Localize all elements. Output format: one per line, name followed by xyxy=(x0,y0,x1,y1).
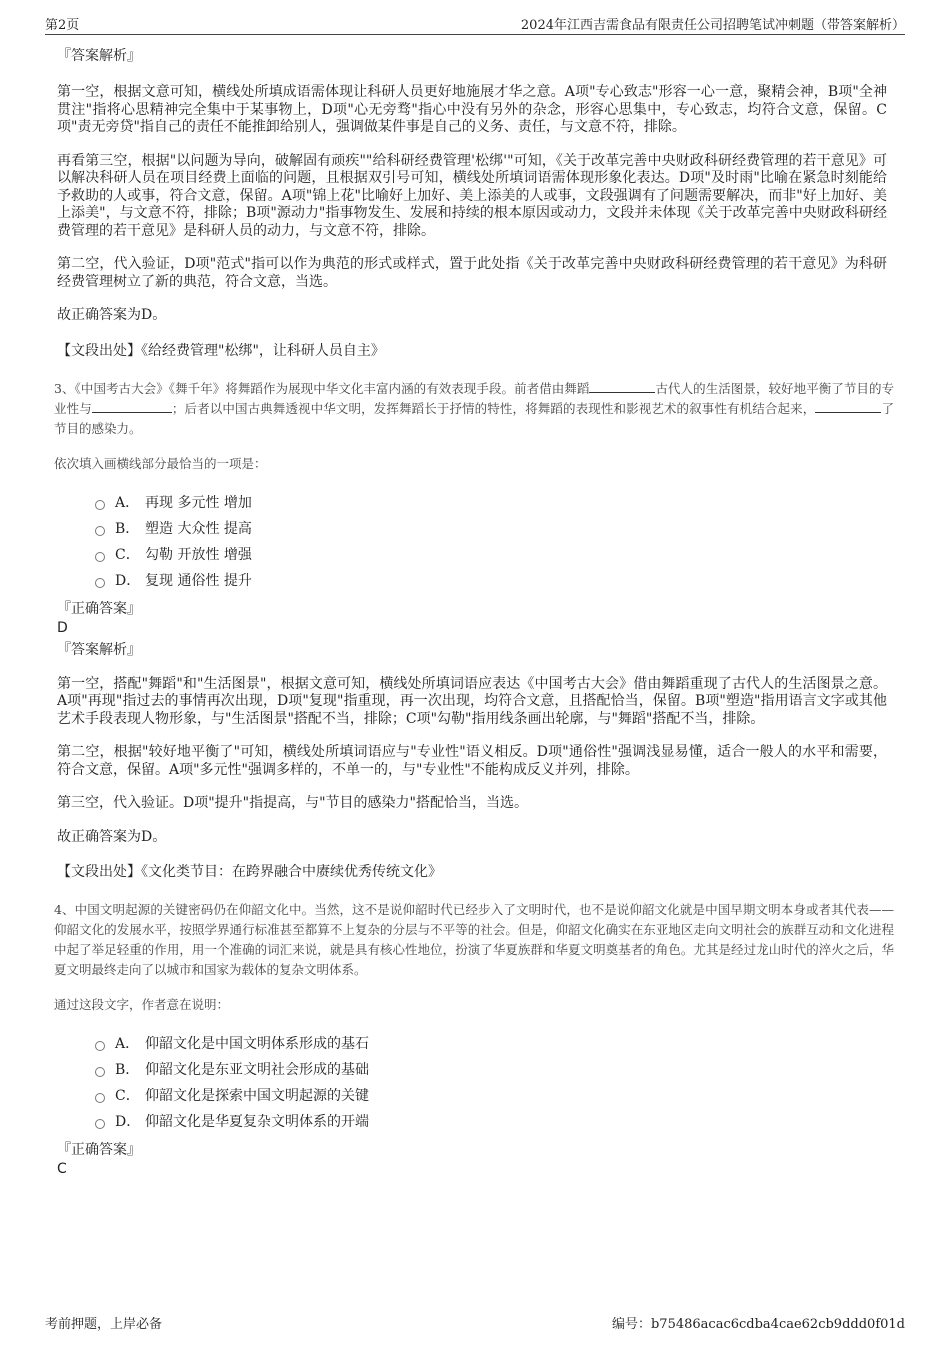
analysis-paragraph: 再看第三空，根据"以问题为导向，破解固有顽疾""给科研经费管理'松绑'"可知，《关于改革完善中央财政科研经费管理的若干意见》可以解决科研人员在项目经费上面临的问题，且根据双引号可知，横线处所填词语需体现形象化表达。D项"及时雨"比喻在紧急时刻能给予救助的人或事，符合文意，保留。A项"锦上花"比喻好上加好、美上添美的人或事，文段强调有了问题需要解决，而非"好上加好、美上添美"，与文意不符，排除；B项"源动力"指事物发生、发展和持续的根本原因或动力，文段并未体现《关于改革完善中央财政科研经费管理的若干意见》是科研人员的动力，与文意不符，排除。 xyxy=(57,152,887,239)
document-title: 2024年江西吉需食品有限责任公司招聘笔试冲刺题（带答案解析） xyxy=(520,18,905,33)
correct-answer-heading: 『正确答案』 xyxy=(57,1142,141,1158)
document-id: 编号：b75486acac6cdba4cae62cb9ddd0f01d xyxy=(611,1317,905,1332)
analysis-paragraph: 第二空，代入验证，D项"范式"指可以作为典范的形式或样式，置于此处指《关于改革完善中央财政科研经费管理的若干意见》为科研经费管理树立了新的典范，符合文意，当选。 xyxy=(57,256,887,290)
analysis-paragraph: 第一空，搭配"舞蹈"和"生活图景"，根据文意可知，横线处所填词语应表达《中国考古大会》借由舞蹈重现了古代人的生活图景之意。A项"再现"指过去的事情再次出现，D项"复现"指重现，再一次出现，均符合文意，且搭配恰当，保留。B项"塑造"指用语言文字或其他艺术手段表现人物形象，与"生活图景"搭配不当，排除；C项"勾勒"指用线条画出轮廓，与"舞蹈"搭配不当，排除。 xyxy=(57,675,887,727)
correct-answer-heading: 『正确答案』 xyxy=(57,600,141,617)
fill-blank xyxy=(815,399,881,413)
question-4-stem: 4、中国文明起源的关键密码仍在仰韶文化中。当然，这不是说仰韶时代已经步入了文明时代，也不是说仰韶文化就是中国早期文明本身或者其代表——仰韶文化的发展水平，按照学界通行标准甚至都算不上复杂的分层与不平等的社会。但是，仰韶文化确实在东亚地区走向文明社会的族群互动和文化进程中起了举足轻重的作用，用一个准确的词汇来说，就是具有核心性地位，扮演了华夏族群和华夏文明奠基者的角色。尤其是经过龙山时代的淬火之后，华夏文明最终走向了以城市和国家为载体的复杂文明体系。 xyxy=(54,902,894,977)
question-4-options xyxy=(95,1031,887,1135)
option-b[interactable]: B． 塑造 大众性 提高 xyxy=(95,516,887,542)
analysis-paragraph: 第一空，根据文意可知，横线处所填成语需体现让科研人员更好地施展才华之意。A项"专心致志"形容一心一意，聚精会神，B项"全神贯注"指将心思精神完全集中于某事物上，D项"心无旁骛"指心中没有另外的杂念，形容心思集中，专心致志，均符合文意，保留。C项"责无旁贷"指自己的责任不能推卸给别人，强调做某件事是自己的义务、责任，与文意不符，排除。 xyxy=(57,84,887,135)
correct-answer: D xyxy=(57,619,68,636)
option-d[interactable]: D． 复现 通俗性 提升 xyxy=(95,568,887,594)
fill-blank xyxy=(589,379,655,393)
option-c[interactable]: C． 仰韶文化是探索中国文明起源的关键 xyxy=(95,1083,887,1109)
option-b[interactable]: B． 仰韶文化是东亚文明社会形成的基础 xyxy=(95,1057,887,1083)
question-4-prompt: 通过这段文字，作者意在说明： xyxy=(54,997,230,1012)
question-number: 3、 xyxy=(54,380,75,396)
option-c[interactable]: C． 勾勒 开放性 增强 xyxy=(95,542,887,568)
analysis-conclusion: 故正确答案为D。 xyxy=(57,307,167,323)
analysis-paragraph: 第二空，根据"较好地平衡了"可知，横线处所填词语应与"专业性"语义相反。D项"通俗性"强调浅显易懂，适合一般人的水平和需要，符合文意，保留。A项"多元性"强调多样的，不单一的，与"专业性"不能构成反义并列，排除。 xyxy=(57,744,887,778)
page-footer xyxy=(45,1313,905,1331)
radio-button[interactable] xyxy=(95,1041,105,1051)
radio-button[interactable] xyxy=(95,552,105,562)
passage-source: 【文段出处】《给经费管理"松绑"，让科研人员自主》 xyxy=(57,342,385,359)
page-header xyxy=(45,14,905,35)
question-3-prompt: 依次填入画横线部分最恰当的一项是： xyxy=(54,455,267,471)
option-a[interactable]: A． 仰韶文化是中国文明体系形成的基石 xyxy=(95,1031,887,1057)
radio-button[interactable] xyxy=(95,1093,105,1103)
analysis-paragraph: 第三空，代入验证。D项"提升"指提高，与"节目的感染力"搭配恰当，当选。 xyxy=(57,795,528,811)
option-d[interactable]: D． 仰韶文化是华夏复杂文明体系的开端 xyxy=(95,1109,887,1135)
analysis-conclusion: 故正确答案为D。 xyxy=(57,828,167,845)
passage-source: 【文段出处】《文化类节目：在跨界融合中赓续优秀传统文化》 xyxy=(57,864,442,880)
page-content xyxy=(54,46,894,1181)
question-3-stem: 3、《中国考古大会》《舞千年》将舞蹈作为展现中华文化丰富内涵的有效表现手段。前者借由舞蹈 古代人的生活图景，较好地平衡了节目的专业性与 ；后者以中国古典舞透视中华文明，发挥舞蹈长于抒情的特性，将舞蹈的表现性和影视艺术的叙事性有机结合起来， 了节目的感染力。 xyxy=(54,380,894,436)
question-3-options xyxy=(95,490,887,594)
option-a[interactable]: A． 再现 多元性 增加 xyxy=(95,490,887,516)
radio-button[interactable] xyxy=(95,1067,105,1077)
radio-button[interactable] xyxy=(95,1119,105,1129)
radio-button[interactable] xyxy=(95,526,105,536)
analysis-heading: 『答案解析』 xyxy=(57,641,141,658)
analysis-heading: 『答案解析』 xyxy=(57,48,141,64)
radio-button[interactable] xyxy=(95,500,105,510)
page-number: 第2页 xyxy=(45,18,80,33)
correct-answer: C xyxy=(57,1161,67,1177)
question-number: 4、 xyxy=(54,902,75,917)
footer-slogan: 考前押题，上岸必备 xyxy=(45,1317,163,1332)
radio-button[interactable] xyxy=(95,578,105,588)
fill-blank xyxy=(92,399,172,413)
